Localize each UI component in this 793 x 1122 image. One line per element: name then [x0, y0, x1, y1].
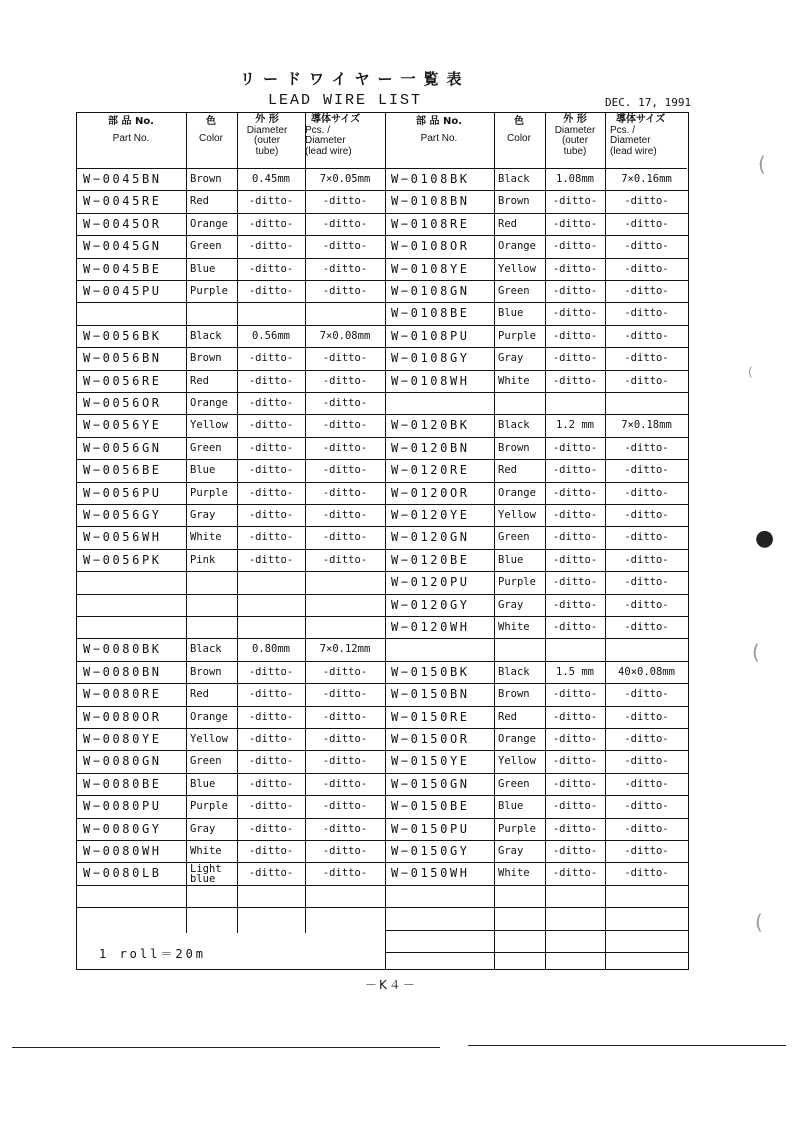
right-outer-cell: 1.2 mm — [556, 419, 594, 432]
left-part-cell: W−0045BE — [83, 261, 162, 276]
left-color-cell — [190, 302, 237, 324]
left-part-cell: W−0080PU — [83, 799, 162, 814]
left-color-cell: Orange — [190, 397, 228, 409]
left-part-cell: W−0056GN — [83, 440, 162, 455]
right-lead-cell — [605, 907, 688, 929]
left-part-cell: W−0056PK — [83, 552, 162, 567]
right-outer-cell: -ditto- — [552, 374, 598, 387]
right-outer-cell: -ditto- — [552, 688, 598, 701]
right-part-cell: W−0120PU — [391, 575, 470, 590]
left-outer-cell: -ditto- — [248, 665, 294, 678]
right-part-cell: W−0120RE — [391, 463, 470, 478]
right-color-cell: Blue — [498, 307, 524, 320]
right-outer-cell — [545, 907, 605, 929]
right-color-cell — [498, 907, 545, 929]
left-color-cell: Green — [190, 240, 222, 253]
left-part-cell: W−0056YE — [83, 418, 162, 433]
left-color-cell: Pink — [190, 553, 216, 566]
right-outer-cell: -ditto- — [552, 352, 598, 365]
left-part-cell: W−0056BE — [83, 463, 162, 478]
binder-hole-mark: ( — [752, 640, 760, 664]
right-color-cell: Purple — [498, 329, 536, 342]
left-part-cell: W−0080GY — [83, 821, 162, 836]
left-part-cell: W−0056WH — [83, 530, 162, 545]
left-color-cell: Brown — [190, 665, 222, 678]
left-color-cell: Blue — [190, 777, 216, 790]
right-outer-cell: -ditto- — [552, 845, 598, 857]
right-part-cell: W−0108BE — [391, 306, 470, 321]
left-color-cell: Brown — [190, 173, 222, 185]
right-lead-cell: -ditto- — [624, 710, 669, 723]
left-outer-cell: -ditto- — [248, 845, 294, 857]
left-outer-cell: -ditto- — [248, 419, 294, 432]
right-lead-cell: -ditto- — [624, 688, 669, 701]
right-color-cell: Red — [498, 217, 517, 230]
right-part-cell: W−0120GN — [391, 530, 470, 545]
right-part-cell: W−0150GN — [391, 776, 470, 791]
right-color-cell: Blue — [498, 553, 524, 566]
right-color-cell: Orange — [498, 240, 536, 253]
right-part-cell: W−0150RE — [391, 709, 470, 724]
right-color-cell: Yellow — [498, 509, 536, 521]
left-lead-cell: -ditto- — [322, 397, 368, 409]
left-outer-cell: -ditto- — [248, 374, 294, 387]
bottom-rule-right — [468, 1045, 786, 1046]
right-color-cell — [498, 638, 545, 660]
right-color-cell: Purple — [498, 822, 536, 835]
right-color-cell: Blue — [498, 800, 524, 813]
left-part-cell: W−0056RE — [83, 373, 162, 388]
left-lead-cell: -ditto- — [322, 285, 368, 297]
right-lead-cell: -ditto- — [624, 531, 669, 544]
left-part-cell: W−0045GN — [83, 239, 162, 254]
left-color-cell: White — [190, 845, 222, 857]
left-part-cell — [83, 907, 186, 929]
right-color-cell: Red — [498, 464, 517, 477]
left-part-cell: W−0080OR — [83, 709, 162, 724]
right-color-cell: White — [498, 621, 530, 633]
left-lead-cell: -ditto- — [322, 217, 368, 230]
right-outer-cell: -ditto- — [552, 755, 598, 768]
right-lead-cell: -ditto- — [624, 755, 669, 768]
left-color-cell — [190, 594, 237, 616]
left-lead-cell: -ditto- — [322, 374, 368, 387]
right-color-cell: Green — [498, 531, 530, 544]
left-outer-cell: -ditto- — [248, 553, 294, 566]
left-lead-cell — [305, 616, 385, 638]
right-lead-cell — [605, 392, 688, 414]
document-date: DEC. 17, 1991 — [605, 96, 692, 109]
right-outer-cell: -ditto- — [552, 710, 598, 723]
right-part-cell: W−0150GY — [391, 844, 470, 858]
left-color-cell: Red — [190, 688, 209, 701]
left-outer-cell: -ditto- — [248, 710, 294, 723]
right-part-cell: W−0150OR — [391, 732, 470, 746]
right-outer-cell: -ditto- — [552, 733, 598, 745]
right-outer-cell: -ditto- — [552, 262, 598, 275]
right-outer-cell: -ditto- — [552, 486, 598, 499]
left-outer-cell — [237, 907, 305, 929]
right-color-cell: Yellow — [498, 262, 536, 275]
right-color-cell: Brown — [498, 195, 530, 208]
left-color-cell: Green — [190, 755, 222, 768]
right-color-cell: Purple — [498, 576, 536, 589]
left-color-cell: Blue — [190, 262, 216, 275]
right-color-cell: White — [498, 867, 530, 880]
header-lead-right: 導体サイズ Pcs. / Diameter (lead wire) — [610, 114, 666, 157]
right-outer-cell: -ditto- — [552, 598, 598, 611]
right-part-cell: W−0120BN — [391, 440, 470, 455]
left-part-cell: W−0045RE — [83, 194, 162, 209]
header-lead-left: 導体サイズ Pcs. / Diameter (lead wire) — [305, 114, 361, 157]
right-outer-cell: -ditto- — [552, 800, 598, 813]
right-part-cell: W−0120OR — [391, 485, 470, 500]
right-part-cell: W−0108RE — [391, 216, 470, 231]
right-lead-cell: -ditto- — [624, 845, 669, 857]
right-part-cell: W−0150BN — [391, 687, 470, 702]
left-color-cell — [190, 616, 237, 638]
right-part-cell: W−0108YE — [391, 261, 470, 276]
left-outer-cell: 0.80mm — [252, 643, 290, 656]
right-color-cell: Black — [498, 419, 530, 432]
right-outer-cell: -ditto- — [552, 822, 598, 835]
left-part-cell — [83, 594, 186, 616]
left-color-cell: Purple — [190, 486, 228, 499]
header-color-right: 色 Color — [507, 116, 531, 144]
left-outer-cell: -ditto- — [248, 262, 294, 275]
left-part-cell: W−0045OR — [83, 216, 162, 231]
right-outer-cell: -ditto- — [552, 777, 598, 790]
left-outer-cell: -ditto- — [248, 397, 294, 409]
right-lead-cell: -ditto- — [624, 822, 669, 835]
left-lead-cell: 7×0.12mm — [319, 643, 371, 656]
left-part-cell: W−0080RE — [83, 687, 162, 702]
right-outer-cell: -ditto- — [552, 576, 598, 589]
right-lead-cell: -ditto- — [624, 733, 669, 745]
left-lead-cell — [305, 302, 385, 324]
left-color-cell: Blue — [190, 464, 216, 477]
right-part-cell — [391, 638, 494, 660]
left-lead-cell: -ditto- — [322, 822, 368, 835]
right-lead-cell: 40×0.08mm — [618, 665, 675, 678]
left-lead-cell: 7×0.05mm — [319, 173, 371, 185]
left-outer-cell: -ditto- — [248, 777, 294, 790]
right-lead-cell: -ditto- — [624, 464, 669, 477]
left-part-cell — [83, 885, 186, 907]
page-number: －K４－ — [365, 978, 417, 992]
right-part-cell: W−0108WH — [391, 373, 470, 388]
left-outer-cell — [237, 616, 305, 638]
right-lead-cell: -ditto- — [624, 262, 669, 275]
left-lead-cell: 7×0.08mm — [319, 329, 371, 342]
left-outer-cell: -ditto- — [248, 822, 294, 835]
left-part-cell: W−0045BN — [83, 172, 162, 186]
left-outer-cell — [237, 571, 305, 593]
right-lead-cell — [605, 638, 688, 660]
right-lead-cell: -ditto- — [624, 195, 669, 208]
right-part-cell: W−0108PU — [391, 328, 470, 343]
binder-hole-mark: ( — [755, 910, 763, 934]
left-color-cell: Gray — [190, 509, 216, 521]
row-divider — [385, 952, 688, 953]
left-lead-cell: -ditto- — [322, 553, 368, 566]
left-color-cell: Black — [190, 329, 222, 342]
header-part-left: 部 品 No. Part No. — [107, 116, 154, 144]
right-outer-cell: -ditto- — [552, 553, 598, 566]
right-outer-cell: -ditto- — [552, 464, 598, 477]
right-outer-cell — [545, 392, 605, 414]
left-lead-cell: -ditto- — [322, 352, 368, 365]
right-color-cell: Brown — [498, 441, 530, 454]
lead-wire-table — [76, 112, 689, 970]
left-part-cell: W−0080BN — [83, 664, 162, 679]
left-lead-cell: -ditto- — [322, 665, 368, 678]
left-part-cell: W−0056BK — [83, 328, 162, 343]
binder-hole-mark: ● — [755, 526, 775, 551]
left-color-cell: Yellow — [190, 733, 228, 745]
right-part-cell: W−0150YE — [391, 754, 470, 769]
left-outer-cell: -ditto- — [248, 688, 294, 701]
right-color-cell: Green — [498, 285, 530, 297]
right-lead-cell: -ditto- — [624, 217, 669, 230]
right-part-cell: W−0108OR — [391, 239, 470, 254]
right-color-cell: Black — [498, 665, 530, 678]
left-lead-cell: -ditto- — [322, 486, 368, 499]
right-part-cell: W−0150PU — [391, 821, 470, 836]
right-lead-cell — [605, 885, 688, 907]
left-color-cell: Orange — [190, 217, 228, 230]
right-part-cell — [391, 930, 494, 952]
left-lead-cell: -ditto- — [322, 441, 368, 454]
left-part-cell: W−0080WH — [83, 844, 162, 858]
right-color-cell: White — [498, 374, 530, 387]
left-lead-cell: -ditto- — [322, 531, 368, 544]
binder-hole-mark: ( — [748, 365, 753, 379]
right-part-cell: W−0120WH — [391, 620, 470, 634]
right-outer-cell: -ditto- — [552, 285, 598, 297]
left-outer-cell: -ditto- — [248, 195, 294, 208]
left-outer-cell: -ditto- — [248, 352, 294, 365]
left-outer-cell: -ditto- — [248, 531, 294, 544]
title-japanese: リードワイヤー一覧表 — [240, 70, 470, 88]
right-lead-cell: -ditto- — [624, 329, 669, 342]
right-lead-cell: -ditto- — [624, 486, 669, 499]
left-color-cell: Purple — [190, 285, 228, 297]
right-outer-cell: -ditto- — [552, 195, 598, 208]
header-part-right: 部 品 No. Part No. — [415, 116, 462, 144]
right-lead-cell: -ditto- — [624, 285, 669, 297]
left-lead-cell: -ditto- — [322, 419, 368, 432]
right-part-cell: W−0120BE — [391, 552, 470, 567]
left-lead-cell — [305, 885, 385, 907]
header-outer-left: 外 形 Diameter (outer tube) — [246, 114, 288, 157]
right-color-cell — [498, 392, 545, 414]
right-outer-cell: -ditto- — [552, 621, 598, 633]
left-lead-cell: -ditto- — [322, 710, 368, 723]
right-outer-cell: -ditto- — [552, 509, 598, 521]
left-outer-cell: 0.56mm — [252, 329, 290, 342]
right-outer-cell: -ditto- — [552, 217, 598, 230]
left-lead-cell — [305, 907, 385, 929]
left-outer-cell: -ditto- — [248, 441, 294, 454]
right-outer-cell: -ditto- — [552, 240, 598, 253]
left-outer-cell — [237, 302, 305, 324]
right-lead-cell: 7×0.18mm — [621, 419, 672, 432]
right-lead-cell: -ditto- — [624, 553, 669, 566]
left-part-cell: W−0080YE — [83, 732, 162, 746]
right-color-cell: Gray — [498, 845, 524, 857]
right-color-cell: Green — [498, 777, 530, 790]
right-part-cell: W−0120YE — [391, 508, 470, 522]
left-color-cell: Red — [190, 195, 209, 208]
right-part-cell: W−0150BK — [391, 664, 470, 679]
left-outer-cell: 0.45mm — [252, 173, 290, 185]
right-lead-cell: -ditto- — [624, 777, 669, 790]
right-outer-cell: 1.08mm — [556, 173, 594, 185]
right-color-cell: Yellow — [498, 755, 536, 768]
left-lead-cell: -ditto- — [322, 509, 368, 521]
left-part-cell — [83, 571, 186, 593]
right-lead-cell: -ditto- — [624, 576, 669, 589]
left-color-cell: Light blue — [190, 863, 222, 886]
left-color-cell: Red — [190, 374, 209, 387]
left-lead-cell: -ditto- — [322, 464, 368, 477]
right-color-cell: Orange — [498, 486, 536, 499]
left-lead-cell: -ditto- — [322, 262, 368, 275]
left-lead-cell: -ditto- — [322, 777, 368, 790]
right-part-cell — [391, 907, 494, 929]
left-color-cell — [190, 571, 237, 593]
right-part-cell: W−0120GY — [391, 597, 470, 612]
right-lead-cell: 7×0.16mm — [621, 173, 672, 185]
right-part-cell: W−0150WH — [391, 866, 470, 881]
header-color-left: 色 Color — [199, 116, 223, 144]
right-outer-cell — [545, 638, 605, 660]
right-lead-cell: -ditto- — [624, 800, 669, 813]
right-lead-cell: -ditto- — [624, 374, 669, 387]
left-outer-cell: -ditto- — [248, 867, 294, 880]
right-lead-cell: -ditto- — [624, 352, 669, 365]
left-part-cell: W−0080BK — [83, 642, 162, 657]
left-lead-cell: -ditto- — [322, 688, 368, 701]
right-color-cell: Gray — [498, 352, 524, 365]
left-lead-cell: -ditto- — [322, 195, 368, 208]
right-lead-cell: -ditto- — [624, 307, 669, 320]
left-color-cell: Brown — [190, 352, 222, 365]
right-color-cell: Brown — [498, 688, 530, 701]
left-lead-cell — [305, 594, 385, 616]
left-lead-cell: -ditto- — [322, 240, 368, 253]
left-part-cell: W−0080GN — [83, 754, 162, 769]
right-outer-cell: 1.5 mm — [556, 665, 594, 678]
right-part-cell: W−0108BN — [391, 194, 470, 209]
left-outer-cell: -ditto- — [248, 800, 294, 813]
binder-hole-mark: ( — [758, 152, 766, 176]
left-outer-cell: -ditto- — [248, 285, 294, 297]
left-part-cell: W−0056OR — [83, 396, 162, 410]
right-outer-cell: -ditto- — [552, 307, 598, 320]
right-lead-cell: -ditto- — [624, 240, 669, 253]
right-part-cell: W−0108GY — [391, 351, 470, 366]
left-part-cell: W−0056BN — [83, 351, 162, 366]
right-part-cell — [391, 392, 494, 414]
left-color-cell: Orange — [190, 710, 228, 723]
left-part-cell: W−0056GY — [83, 508, 162, 522]
left-part-cell: W−0056PU — [83, 485, 162, 500]
right-lead-cell: -ditto- — [624, 441, 669, 454]
right-outer-cell: -ditto- — [552, 329, 598, 342]
right-outer-cell — [545, 930, 605, 952]
left-color-cell — [190, 907, 237, 929]
left-color-cell: Purple — [190, 800, 228, 813]
left-outer-cell: -ditto- — [248, 755, 294, 768]
left-outer-cell: -ditto- — [248, 217, 294, 230]
right-color-cell — [498, 930, 545, 952]
left-color-cell — [190, 885, 237, 907]
right-lead-cell: -ditto- — [624, 621, 669, 633]
right-part-cell: W−0150BE — [391, 799, 470, 814]
left-outer-cell — [237, 885, 305, 907]
left-lead-cell: -ditto- — [322, 733, 368, 745]
left-outer-cell: -ditto- — [248, 240, 294, 253]
left-outer-cell: -ditto- — [248, 486, 294, 499]
left-color-cell: Black — [190, 643, 222, 656]
right-outer-cell: -ditto- — [552, 867, 598, 880]
right-color-cell: Red — [498, 710, 517, 723]
title-english: LEAD WIRE LIST — [268, 92, 423, 109]
right-lead-cell — [605, 930, 688, 952]
right-lead-cell: -ditto- — [624, 509, 669, 521]
left-outer-cell: -ditto- — [248, 509, 294, 521]
right-color-cell: Orange — [498, 733, 536, 745]
left-part-cell: W−0080BE — [83, 776, 162, 791]
right-part-cell: W−0120BK — [391, 418, 470, 433]
right-outer-cell: -ditto- — [552, 531, 598, 544]
right-color-cell — [498, 885, 545, 907]
bottom-rule-left — [12, 1047, 440, 1048]
right-lead-cell: -ditto- — [624, 598, 669, 611]
left-outer-cell: -ditto- — [248, 733, 294, 745]
left-color-cell: Green — [190, 441, 222, 454]
right-outer-cell: -ditto- — [552, 441, 598, 454]
roll-note: 1 roll＝20m — [99, 947, 207, 961]
right-part-cell: W−0108BK — [391, 172, 470, 186]
right-part-cell — [391, 885, 494, 907]
right-lead-cell: -ditto- — [624, 867, 669, 880]
left-color-cell: White — [190, 531, 222, 544]
right-color-cell: Black — [498, 173, 530, 185]
right-part-cell: W−0108GN — [391, 284, 470, 298]
left-part-cell — [83, 302, 186, 324]
left-outer-cell — [237, 594, 305, 616]
left-part-cell: W−0080LB — [83, 866, 162, 881]
left-lead-cell: -ditto- — [322, 867, 368, 880]
left-part-cell: W−0045PU — [83, 284, 162, 298]
left-color-cell: Gray — [190, 822, 216, 835]
left-lead-cell: -ditto- — [322, 800, 368, 813]
header-outer-right: 外 形 Diameter (outer tube) — [554, 114, 596, 157]
right-outer-cell — [545, 885, 605, 907]
left-part-cell — [83, 616, 186, 638]
left-lead-cell — [305, 571, 385, 593]
left-lead-cell: -ditto- — [322, 845, 368, 857]
left-color-cell: Yellow — [190, 419, 228, 432]
left-lead-cell: -ditto- — [322, 755, 368, 768]
right-color-cell: Gray — [498, 598, 524, 611]
left-outer-cell: -ditto- — [248, 464, 294, 477]
